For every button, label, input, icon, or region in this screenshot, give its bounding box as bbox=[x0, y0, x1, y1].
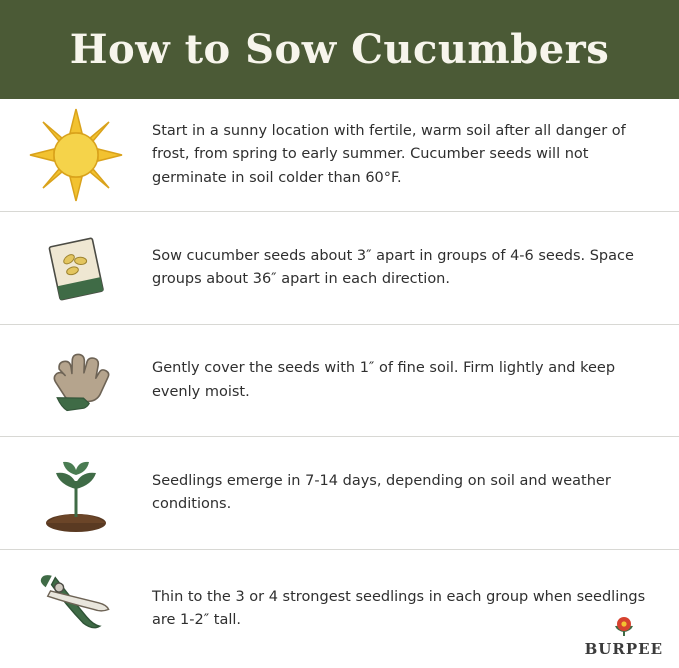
brand-logo bbox=[585, 616, 663, 658]
list-item bbox=[0, 437, 679, 550]
list-item bbox=[0, 212, 679, 325]
step-text: Thin to the 3 or 4 strongest seedlings in each group when seedlings are 1-2″ tall. bbox=[152, 588, 646, 628]
sun-icon bbox=[0, 107, 152, 203]
list-item bbox=[0, 99, 679, 212]
list-item bbox=[0, 550, 679, 668]
step-text: Start in a sunny location with fertile, warm soil after all danger of frost, from spring to early summer. Cucumber seeds will not germinate in soil colder than 60°F. bbox=[152, 122, 626, 186]
garden-glove-icon bbox=[0, 333, 152, 429]
step-text: Seedlings emerge in 7-14 days, depending on soil and weather conditions. bbox=[152, 472, 611, 512]
step-text: Sow cucumber seeds about 3″ apart in groups of 4-6 seeds. Space groups about 36″ apart in each direction. bbox=[152, 247, 634, 287]
pruning-shears-icon bbox=[0, 561, 152, 657]
burpee-flower-logo bbox=[604, 616, 644, 642]
seedling-sprout-icon bbox=[0, 445, 152, 541]
page-title: How to Sow Cucumbers bbox=[69, 25, 610, 73]
brand-name: BURPEE bbox=[584, 640, 663, 658]
step-text: Gently cover the seeds with 1″ of fine soil. Firm lightly and keep evenly moist. bbox=[152, 360, 616, 400]
list-item bbox=[0, 325, 679, 437]
header-banner bbox=[0, 0, 679, 99]
seed-packet-icon bbox=[0, 220, 152, 316]
steps-list bbox=[0, 99, 679, 668]
